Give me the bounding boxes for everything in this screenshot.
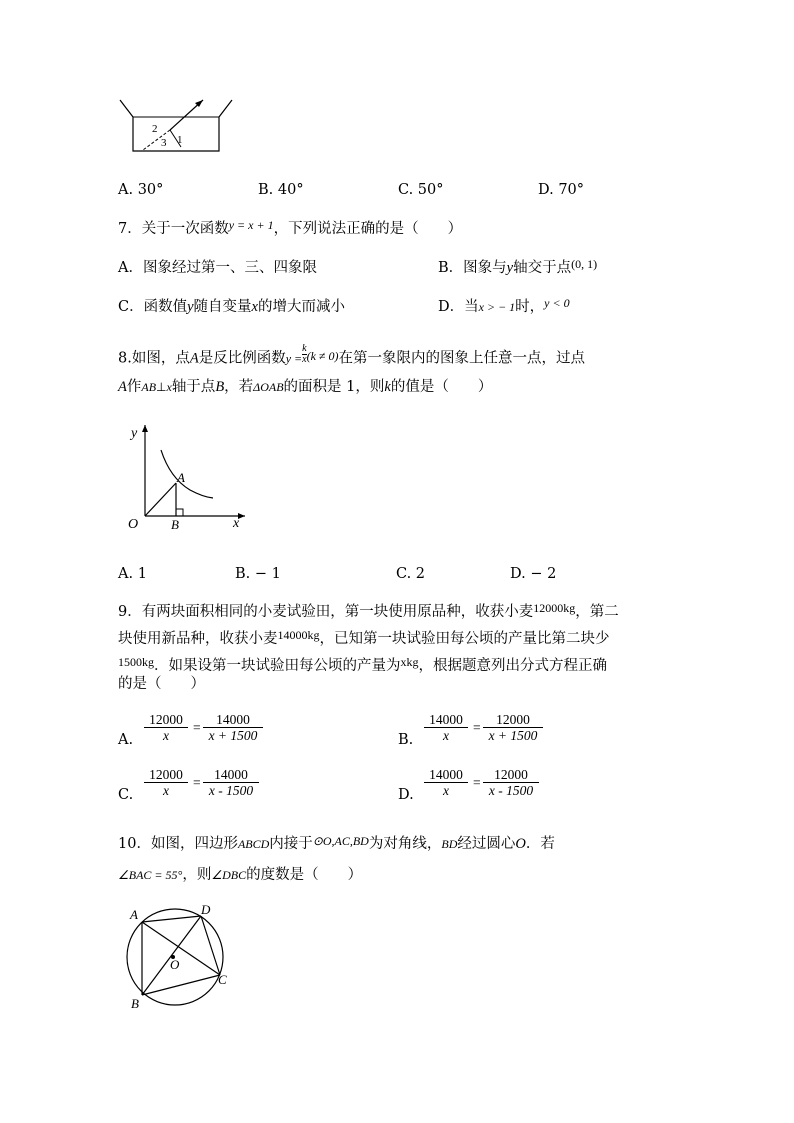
q8-y-axis-label: y bbox=[131, 426, 138, 441]
q9-option-b-letter: B. bbox=[398, 732, 414, 748]
q7-option-c: C．函数值y随自变量x的增大而减小 bbox=[118, 299, 345, 315]
q8-x-axis-label: x bbox=[233, 516, 240, 531]
q9-option-c-letter: C. bbox=[118, 787, 134, 803]
q8-option-a: A. 1 bbox=[118, 566, 147, 582]
q10-point-d-label: D bbox=[201, 902, 211, 917]
q9-option-b-left-fraction: $\frac{14000}{x}$ bbox=[424, 712, 468, 743]
q10-point-a-label: A bbox=[130, 907, 138, 922]
q9-option-c-equals: = bbox=[193, 775, 201, 790]
q6-option-a: A. 30° bbox=[118, 182, 164, 198]
q6-option-d: D. 70° bbox=[538, 182, 585, 198]
q9-option-a-left-fraction: $\frac{12000}{x}$ bbox=[144, 712, 188, 743]
q8-point-b-label: B bbox=[171, 517, 179, 532]
q9-option-b-equals: = bbox=[473, 720, 481, 735]
q9-option-c-left-fraction: $\frac{12000}{x}$ bbox=[144, 767, 188, 798]
q9-option-d-right-fraction: $\frac{12000}{x - 1500}$ bbox=[483, 767, 539, 798]
q7-option-d: D．当x > − 1时，$^{y < 0}$ bbox=[438, 296, 570, 315]
q9-stem-line4: 的是（ ） bbox=[118, 676, 205, 692]
q6-angle-label-3: 3 bbox=[161, 137, 167, 149]
q7-stem: 7．关于一次函数$^{y = x + 1}$，下列说法正确的是（ ） bbox=[118, 218, 463, 237]
q7-option-a: A．图象经过第一、三、四象限 bbox=[118, 260, 317, 276]
q8-coordinate-figure bbox=[118, 420, 253, 535]
q8-origin-label: O bbox=[128, 517, 139, 532]
q10-point-b-label: B bbox=[131, 996, 139, 1011]
q8-option-b: B. − 1 bbox=[235, 566, 281, 582]
q10-stem-line1: 10．如图，四边形ABCD内接于$^{⊙O,AC,BD}$为对角线，BD经过圆心O．若 bbox=[118, 834, 555, 852]
q7-option-b: B．图象与y轴交于点$^{(0, 1)}$ bbox=[438, 257, 598, 276]
q8-stem-line2: A作AB⊥x轴于点B，若ΔOAB的面积是 1，则k的值是（ ） bbox=[118, 379, 493, 395]
q9-option-a-right-fraction: $\frac{14000}{x + 1500}$ bbox=[203, 712, 263, 743]
q6-option-b: B. 40° bbox=[258, 182, 304, 198]
q6-option-c: C. 50° bbox=[398, 182, 444, 198]
q6-angle-label-2: 2 bbox=[152, 123, 158, 135]
q10-circle-figure bbox=[115, 900, 245, 1015]
q8-stem-line1: 8.如图，点A是反比例函数y = $\frac{k}{x}$ $^{(k \ne 0)}$在第一象限内的图象上任意一点，过点 bbox=[118, 343, 585, 367]
q6-refraction-figure bbox=[115, 95, 235, 160]
q6-angle-label-1: 1 bbox=[177, 134, 183, 146]
q8-point-a-label: A bbox=[177, 470, 185, 485]
q10-point-c-label: C bbox=[218, 972, 227, 987]
q9-option-d-equals: = bbox=[473, 775, 481, 790]
q9-option-d-left-fraction: $\frac{14000}{x}$ bbox=[424, 767, 468, 798]
q10-stem-line2: ∠BAC = 55°，则∠DBC的度数是（ ） bbox=[118, 867, 363, 883]
q9-stem-line3: $^{1500kg}$．如果设第一块试验田每公顷的产量为$^{xkg}$，根据题意列出分式方程正确 bbox=[118, 655, 607, 674]
q9-option-a-letter: A. bbox=[118, 732, 134, 748]
q9-stem-line2: 块使用新品种，收获小麦$^{14000kg}$，已知第一块试验田每公顷的产量比第二块少 bbox=[118, 628, 610, 647]
q9-stem-line1: 9．有两块面积相同的小麦试验田，第一块使用原品种，收获小麦$^{12000kg}$，第二 bbox=[118, 601, 619, 620]
q9-option-b-right-fraction: $\frac{12000}{x + 1500}$ bbox=[483, 712, 543, 743]
q9-option-c-right-fraction: $\frac{14000}{x - 1500}$ bbox=[203, 767, 259, 798]
q10-center-o-label: O bbox=[170, 957, 180, 972]
q9-option-a-equals: = bbox=[193, 720, 201, 735]
q8-option-d: D. − 2 bbox=[510, 566, 557, 582]
q9-option-d-letter: D. bbox=[398, 787, 414, 803]
q8-option-c: C. 2 bbox=[396, 566, 426, 582]
